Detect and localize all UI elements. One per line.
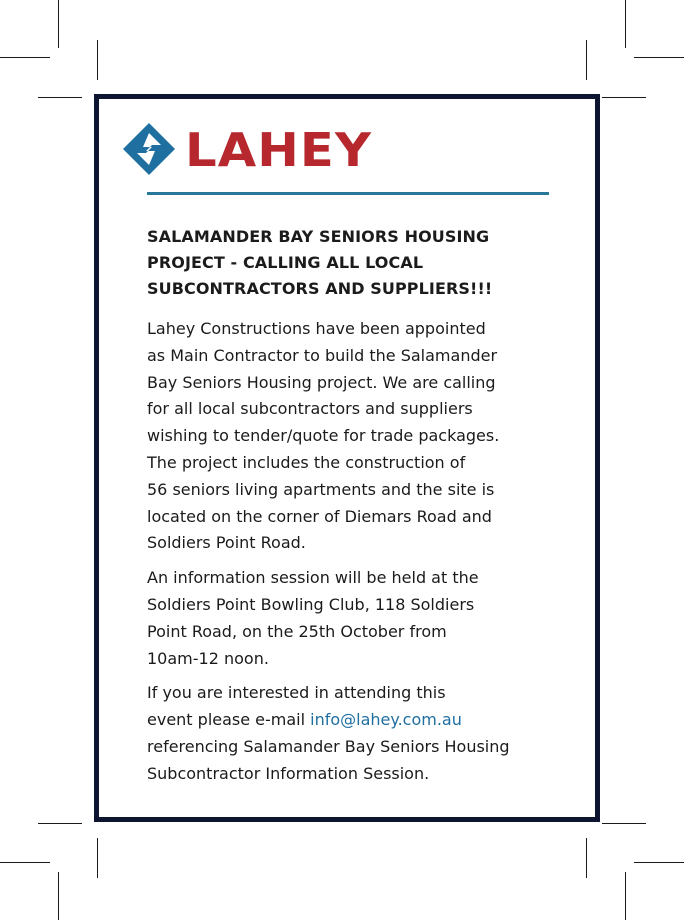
- paragraph-contact: [147, 680, 567, 787]
- email-link[interactable]: info@lahey.com.au: [310, 710, 462, 730]
- lahey-logo: [121, 121, 381, 179]
- crop-mark: [58, 0, 59, 48]
- crop-mark: [634, 57, 684, 58]
- crop-mark: [602, 97, 646, 98]
- paragraph-information-session: An information session will be held at the Soldiers Point Bowling Club, 118 Soldiers Point Road, on the 25th October from 10am-12 noon.: [147, 568, 479, 668]
- crop-mark: [634, 862, 684, 863]
- divider-rule: [147, 192, 549, 195]
- crop-mark: [97, 838, 98, 878]
- contact-text-after: referencing Salamander Bay Seniors Housing Subcontractor Information Session.: [147, 736, 510, 783]
- notice-frame: [94, 94, 600, 822]
- crop-mark: [97, 40, 98, 80]
- notice-content: [147, 224, 567, 796]
- crop-mark: [38, 823, 82, 824]
- crop-mark: [38, 97, 82, 98]
- crop-mark: [625, 872, 626, 920]
- crop-mark: [586, 40, 587, 80]
- crop-mark: [0, 862, 50, 863]
- notice-heading: SALAMANDER BAY SENIORS HOUSING PROJECT - CALLING ALL LOCAL SUBCONTRACTORS AND SUPPLIERS!!!: [147, 227, 493, 298]
- contact-text-before: If you are interested in attending this event please e-mail: [147, 683, 446, 730]
- paragraph-appointment: Lahey Constructions have been appointed as Main Contractor to build the Salamander Bay Seniors Housing project. We are calling for all local subcontractors and suppliers wishing to tender/quote for trade packages. The project includes the construction of 56 seniors living apartments and the site is located on the corner of Diemars Road and Soldiers Point Road.: [147, 319, 500, 553]
- crop-mark: [0, 57, 50, 58]
- crop-mark: [586, 838, 587, 878]
- crop-mark: [58, 872, 59, 920]
- crop-mark: [602, 823, 646, 824]
- logo-wordmark: LAHEY: [185, 123, 373, 177]
- crop-mark: [625, 0, 626, 48]
- lahey-diamond-logo-icon: [121, 121, 177, 177]
